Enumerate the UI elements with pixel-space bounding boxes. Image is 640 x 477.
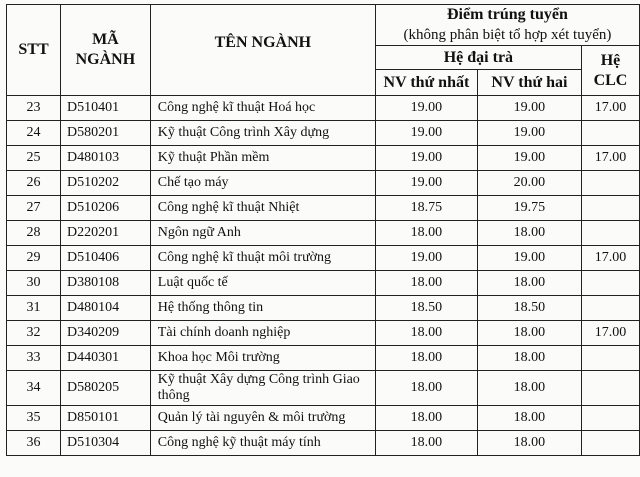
cell-stt: 32 — [7, 321, 61, 346]
cell-name: Chế tạo máy — [150, 171, 375, 196]
cell-name: Luật quốc tế — [150, 271, 375, 296]
cell-nv1: 19.00 — [375, 246, 477, 271]
cell-code: D480103 — [61, 146, 151, 171]
cell-nv1: 18.00 — [375, 271, 477, 296]
header-ma-nganh-line1: MÃ — [92, 31, 119, 48]
cell-name: Tài chính doanh nghiệp — [150, 321, 375, 346]
cell-nv2: 18.00 — [477, 431, 581, 456]
cell-code: D510202 — [61, 171, 151, 196]
cell-nv1: 19.00 — [375, 146, 477, 171]
cell-name: Ngôn ngữ Anh — [150, 221, 375, 246]
cell-nv1: 18.00 — [375, 406, 477, 431]
cell-clc: 17.00 — [581, 146, 639, 171]
header-he-clc-line1: Hệ — [600, 51, 621, 69]
cell-nv1: 19.00 — [375, 121, 477, 146]
table-row — [7, 121, 640, 146]
header-ten-nganh: TÊN NGÀNH — [150, 5, 375, 96]
cell-name: Công nghệ kỹ thuật máy tính — [150, 431, 375, 456]
cell-nv1: 18.00 — [375, 371, 477, 406]
cell-clc — [581, 346, 639, 371]
table-row — [7, 371, 640, 406]
cell-code: D440301 — [61, 346, 151, 371]
cell-nv1: 18.50 — [375, 296, 477, 321]
cell-nv2: 18.00 — [477, 271, 581, 296]
cell-name: Hệ thống thông tin — [150, 296, 375, 321]
cell-nv1: 18.00 — [375, 321, 477, 346]
cell-code: D220201 — [61, 221, 151, 246]
cell-stt: 30 — [7, 271, 61, 296]
cell-nv2: 19.00 — [477, 146, 581, 171]
cell-code: D480104 — [61, 296, 151, 321]
cell-nv2: 18.00 — [477, 371, 581, 406]
cell-nv1: 18.00 — [375, 431, 477, 456]
cell-code: D850101 — [61, 406, 151, 431]
cell-code: D510406 — [61, 246, 151, 271]
cell-stt: 27 — [7, 196, 61, 221]
cell-name — [150, 371, 375, 406]
cell-nv2: 18.50 — [477, 296, 581, 321]
cell-nv2: 19.00 — [477, 246, 581, 271]
cell-nv2: 19.00 — [477, 121, 581, 146]
cell-name-text: Kỹ thuật Xây dựng Công trình Giao thông — [157, 372, 360, 403]
cell-nv2: 18.00 — [477, 406, 581, 431]
cell-code: D510304 — [61, 431, 151, 456]
cell-clc: 17.00 — [581, 246, 639, 271]
header-diem-trung-tuyen — [375, 5, 639, 46]
cell-clc — [581, 406, 639, 431]
cell-nv1: 19.00 — [375, 96, 477, 121]
cell-clc: 17.00 — [581, 96, 639, 121]
cell-nv1: 18.00 — [375, 221, 477, 246]
cell-stt: 23 — [7, 96, 61, 121]
cell-code: D380108 — [61, 271, 151, 296]
header-ma-nganh-line2: NGÀNH — [75, 51, 136, 68]
cell-code: D580205 — [61, 371, 151, 406]
header-diem-subtitle: (không phân biệt tổ hợp xét tuyển) — [403, 27, 612, 43]
cell-name: Công nghệ kĩ thuật Nhiệt — [150, 196, 375, 221]
cell-nv2: 18.00 — [477, 221, 581, 246]
cell-name: Công nghệ kĩ thuật môi trường — [150, 246, 375, 271]
cell-clc — [581, 431, 639, 456]
table-row — [7, 221, 640, 246]
cell-code: D510401 — [61, 96, 151, 121]
header-he-clc — [581, 46, 639, 96]
cell-name: Công nghệ kĩ thuật Hoá học — [150, 96, 375, 121]
cell-code: D510206 — [61, 196, 151, 221]
cell-name: Quản lý tài nguyên & môi trường — [150, 406, 375, 431]
cell-stt: 26 — [7, 171, 61, 196]
header-ma-nganh — [61, 5, 151, 96]
table-row — [7, 246, 640, 271]
cell-clc — [581, 196, 639, 221]
cell-nv2: 20.00 — [477, 171, 581, 196]
header-diem-title: Điểm trúng tuyển — [446, 6, 568, 23]
cell-nv1: 19.00 — [375, 171, 477, 196]
table-row — [7, 296, 640, 321]
header-nv2: NV thứ hai — [477, 70, 581, 96]
cell-clc — [581, 221, 639, 246]
cell-nv2: 18.00 — [477, 321, 581, 346]
cell-stt: 25 — [7, 146, 61, 171]
cell-nv1: 18.00 — [375, 346, 477, 371]
table-row — [7, 321, 640, 346]
admission-score-table — [6, 4, 640, 456]
header-he-dai-tra: Hệ đại trà — [375, 46, 581, 70]
table-row — [7, 196, 640, 221]
cell-nv2: 19.75 — [477, 196, 581, 221]
cell-stt: 24 — [7, 121, 61, 146]
cell-name: Khoa học Môi trường — [150, 346, 375, 371]
cell-clc — [581, 271, 639, 296]
table-row — [7, 96, 640, 121]
cell-clc — [581, 296, 639, 321]
cell-stt: 35 — [7, 406, 61, 431]
table-row — [7, 406, 640, 431]
cell-clc — [581, 121, 639, 146]
cell-clc: 17.00 — [581, 321, 639, 346]
cell-nv2: 18.00 — [477, 346, 581, 371]
cell-stt: 29 — [7, 246, 61, 271]
cell-name: Kỹ thuật Phần mềm — [150, 146, 375, 171]
table-row — [7, 171, 640, 196]
cell-name: Kỹ thuật Công trình Xây dựng — [150, 121, 375, 146]
header-nv1: NV thứ nhất — [375, 70, 477, 96]
cell-clc — [581, 171, 639, 196]
cell-stt: 34 — [7, 371, 61, 406]
cell-stt: 31 — [7, 296, 61, 321]
cell-code: D340209 — [61, 321, 151, 346]
cell-clc — [581, 371, 639, 406]
header-stt: STT — [7, 5, 61, 96]
header-he-clc-line2: CLC — [593, 71, 628, 89]
cell-nv2: 19.00 — [477, 96, 581, 121]
cell-code: D580201 — [61, 121, 151, 146]
table-row — [7, 146, 640, 171]
cell-stt: 33 — [7, 346, 61, 371]
table-row — [7, 431, 640, 456]
table-row — [7, 346, 640, 371]
cell-nv1: 18.75 — [375, 196, 477, 221]
cell-stt: 28 — [7, 221, 61, 246]
cell-stt: 36 — [7, 431, 61, 456]
table-row — [7, 271, 640, 296]
